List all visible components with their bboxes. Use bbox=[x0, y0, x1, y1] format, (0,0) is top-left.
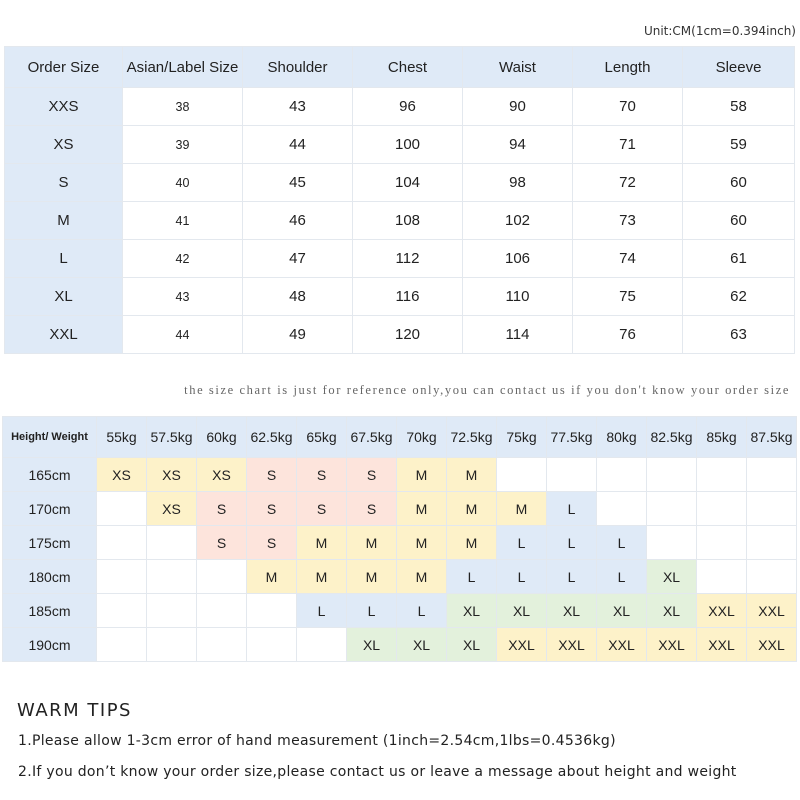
size-cell: XXL bbox=[747, 594, 797, 628]
size-cell: S bbox=[247, 492, 297, 526]
weight-header: 57.5kg bbox=[147, 417, 197, 458]
size-cell: S bbox=[297, 492, 347, 526]
measurement-cell: 76 bbox=[573, 316, 683, 354]
weight-header: 72.5kg bbox=[447, 417, 497, 458]
size-cell bbox=[747, 526, 797, 560]
measurement-cell: 63 bbox=[683, 316, 795, 354]
measurement-cell: 41 bbox=[123, 202, 243, 240]
size-cell bbox=[197, 594, 247, 628]
measurement-cell: 90 bbox=[463, 88, 573, 126]
measurement-cell: 58 bbox=[683, 88, 795, 126]
size-cell bbox=[547, 458, 597, 492]
order-size-cell: XXL bbox=[5, 316, 123, 354]
size-cell: L bbox=[397, 594, 447, 628]
size-cell bbox=[747, 492, 797, 526]
size-cell bbox=[647, 526, 697, 560]
tip-item: 2.If you don’t know your order size,please contact us or leave a message about height and weight bbox=[18, 764, 737, 780]
measurement-cell: 48 bbox=[243, 278, 353, 316]
table-row bbox=[5, 316, 795, 354]
height-weight-corner: Height/ Weight bbox=[3, 417, 97, 458]
size-cell: XXL bbox=[597, 628, 647, 662]
order-size-cell: XXS bbox=[5, 88, 123, 126]
column-header: Shoulder bbox=[243, 47, 353, 88]
size-cell bbox=[197, 560, 247, 594]
size-cell: L bbox=[597, 526, 647, 560]
measurement-cell: 43 bbox=[123, 278, 243, 316]
size-cell bbox=[97, 526, 147, 560]
size-cell: XL bbox=[597, 594, 647, 628]
table-row bbox=[3, 560, 797, 594]
size-cell bbox=[697, 526, 747, 560]
size-cell bbox=[97, 492, 147, 526]
size-cell: XL bbox=[447, 594, 497, 628]
measurement-cell: 44 bbox=[123, 316, 243, 354]
size-cell bbox=[247, 594, 297, 628]
weight-header: 60kg bbox=[197, 417, 247, 458]
weight-header: 65kg bbox=[297, 417, 347, 458]
measurement-cell: 60 bbox=[683, 202, 795, 240]
size-cell: XXL bbox=[697, 628, 747, 662]
measurement-cell: 61 bbox=[683, 240, 795, 278]
column-header: Chest bbox=[353, 47, 463, 88]
size-cell bbox=[147, 526, 197, 560]
size-cell bbox=[697, 458, 747, 492]
height-cell: 185cm bbox=[3, 594, 97, 628]
height-cell: 170cm bbox=[3, 492, 97, 526]
size-cell: L bbox=[497, 526, 547, 560]
size-cell bbox=[697, 492, 747, 526]
table-row bbox=[5, 240, 795, 278]
measurement-cell: 46 bbox=[243, 202, 353, 240]
size-cell: XL bbox=[497, 594, 547, 628]
size-cell bbox=[197, 628, 247, 662]
size-cell bbox=[97, 560, 147, 594]
size-cell bbox=[147, 560, 197, 594]
size-cell: XL bbox=[447, 628, 497, 662]
measurement-cell: 98 bbox=[463, 164, 573, 202]
column-header: Order Size bbox=[5, 47, 123, 88]
size-cell bbox=[647, 458, 697, 492]
measurement-cell: 75 bbox=[573, 278, 683, 316]
order-size-cell: S bbox=[5, 164, 123, 202]
height-cell: 180cm bbox=[3, 560, 97, 594]
size-cell bbox=[747, 560, 797, 594]
size-cell: M bbox=[397, 458, 447, 492]
size-cell: S bbox=[197, 526, 247, 560]
measurement-cell: 40 bbox=[123, 164, 243, 202]
warm-tips-title: WARM TIPS bbox=[17, 700, 132, 721]
size-cell: M bbox=[447, 526, 497, 560]
size-cell: M bbox=[397, 492, 447, 526]
size-cell: S bbox=[247, 458, 297, 492]
table-row bbox=[3, 458, 797, 492]
size-cell: XL bbox=[397, 628, 447, 662]
measurement-cell: 42 bbox=[123, 240, 243, 278]
weight-header: 55kg bbox=[97, 417, 147, 458]
size-cell: XS bbox=[147, 458, 197, 492]
weight-header: 75kg bbox=[497, 417, 547, 458]
size-cell: XS bbox=[147, 492, 197, 526]
size-cell: XL bbox=[647, 560, 697, 594]
size-cell: XL bbox=[647, 594, 697, 628]
order-size-cell: L bbox=[5, 240, 123, 278]
size-cell: L bbox=[547, 560, 597, 594]
height-cell: 190cm bbox=[3, 628, 97, 662]
size-cell: XL bbox=[547, 594, 597, 628]
size-cell bbox=[147, 628, 197, 662]
size-cell: L bbox=[547, 526, 597, 560]
size-cell: S bbox=[347, 458, 397, 492]
size-cell: S bbox=[347, 492, 397, 526]
table-row bbox=[5, 202, 795, 240]
size-cell: L bbox=[447, 560, 497, 594]
measurement-cell: 72 bbox=[573, 164, 683, 202]
table-row bbox=[3, 594, 797, 628]
measurement-cell: 73 bbox=[573, 202, 683, 240]
table-row bbox=[3, 526, 797, 560]
order-size-cell: M bbox=[5, 202, 123, 240]
weight-header: 87.5kg bbox=[747, 417, 797, 458]
hw-table-header-row bbox=[3, 417, 797, 458]
size-cell bbox=[247, 628, 297, 662]
measurement-cell: 100 bbox=[353, 126, 463, 164]
size-cell bbox=[597, 492, 647, 526]
table-row bbox=[3, 492, 797, 526]
size-cell: XXL bbox=[697, 594, 747, 628]
size-cell bbox=[747, 458, 797, 492]
size-cell: S bbox=[247, 526, 297, 560]
column-header: Sleeve bbox=[683, 47, 795, 88]
size-cell bbox=[97, 594, 147, 628]
size-cell bbox=[297, 628, 347, 662]
table-row bbox=[5, 88, 795, 126]
size-cell bbox=[97, 628, 147, 662]
height-cell: 165cm bbox=[3, 458, 97, 492]
measurement-cell: 110 bbox=[463, 278, 573, 316]
size-table-header-row bbox=[5, 47, 795, 88]
measurement-cell: 112 bbox=[353, 240, 463, 278]
measurement-cell: 94 bbox=[463, 126, 573, 164]
size-cell: L bbox=[497, 560, 547, 594]
size-cell: M bbox=[297, 526, 347, 560]
measurement-cell: 106 bbox=[463, 240, 573, 278]
weight-header: 62.5kg bbox=[247, 417, 297, 458]
unit-note: Unit:CM(1cm=0.394inch) bbox=[643, 24, 796, 38]
size-cell: XXL bbox=[497, 628, 547, 662]
measurement-cell: 96 bbox=[353, 88, 463, 126]
height-cell: 175cm bbox=[3, 526, 97, 560]
size-cell: XS bbox=[197, 458, 247, 492]
size-cell bbox=[597, 458, 647, 492]
height-weight-table bbox=[2, 416, 797, 662]
measurement-cell: 38 bbox=[123, 88, 243, 126]
size-cell: L bbox=[297, 594, 347, 628]
measurement-cell: 70 bbox=[573, 88, 683, 126]
measurement-cell: 49 bbox=[243, 316, 353, 354]
weight-header: 82.5kg bbox=[647, 417, 697, 458]
reference-note: the size chart is just for reference only,you can contact us if you don't know your order size bbox=[184, 383, 790, 397]
weight-header: 70kg bbox=[397, 417, 447, 458]
size-cell bbox=[497, 458, 547, 492]
measurement-cell: 74 bbox=[573, 240, 683, 278]
size-cell: M bbox=[347, 560, 397, 594]
size-cell: M bbox=[397, 526, 447, 560]
measurement-cell: 45 bbox=[243, 164, 353, 202]
column-header: Length bbox=[573, 47, 683, 88]
size-cell: S bbox=[197, 492, 247, 526]
size-cell: M bbox=[297, 560, 347, 594]
size-cell: XS bbox=[97, 458, 147, 492]
size-cell bbox=[647, 492, 697, 526]
measurement-cell: 114 bbox=[463, 316, 573, 354]
measurement-cell: 43 bbox=[243, 88, 353, 126]
size-cell: XXL bbox=[647, 628, 697, 662]
measurement-cell: 59 bbox=[683, 126, 795, 164]
table-row bbox=[5, 278, 795, 316]
measurement-cell: 102 bbox=[463, 202, 573, 240]
size-cell: M bbox=[447, 458, 497, 492]
weight-header: 77.5kg bbox=[547, 417, 597, 458]
size-cell: XXL bbox=[747, 628, 797, 662]
weight-header: 85kg bbox=[697, 417, 747, 458]
measurement-cell: 62 bbox=[683, 278, 795, 316]
measurement-cell: 120 bbox=[353, 316, 463, 354]
measurement-cell: 71 bbox=[573, 126, 683, 164]
size-cell: L bbox=[597, 560, 647, 594]
weight-header: 67.5kg bbox=[347, 417, 397, 458]
table-row bbox=[5, 126, 795, 164]
measurement-cell: 39 bbox=[123, 126, 243, 164]
column-header: Asian/Label Size bbox=[123, 47, 243, 88]
size-cell: M bbox=[497, 492, 547, 526]
size-cell: M bbox=[397, 560, 447, 594]
measurement-cell: 116 bbox=[353, 278, 463, 316]
measurement-cell: 60 bbox=[683, 164, 795, 202]
size-cell: M bbox=[247, 560, 297, 594]
weight-header: 80kg bbox=[597, 417, 647, 458]
table-row bbox=[3, 628, 797, 662]
table-row bbox=[5, 164, 795, 202]
order-size-cell: XS bbox=[5, 126, 123, 164]
size-cell: S bbox=[297, 458, 347, 492]
size-cell bbox=[147, 594, 197, 628]
order-size-cell: XL bbox=[5, 278, 123, 316]
measurement-cell: 108 bbox=[353, 202, 463, 240]
measurement-cell: 47 bbox=[243, 240, 353, 278]
size-cell: XL bbox=[347, 628, 397, 662]
measurement-cell: 44 bbox=[243, 126, 353, 164]
size-cell bbox=[697, 560, 747, 594]
size-cell: M bbox=[447, 492, 497, 526]
size-cell: XXL bbox=[547, 628, 597, 662]
size-cell: M bbox=[347, 526, 397, 560]
size-cell: L bbox=[347, 594, 397, 628]
size-cell: L bbox=[547, 492, 597, 526]
column-header: Waist bbox=[463, 47, 573, 88]
tip-item: 1.Please allow 1-3cm error of hand measurement (1inch=2.54cm,1lbs=0.4536kg) bbox=[18, 733, 616, 749]
size-chart-table bbox=[4, 46, 795, 354]
measurement-cell: 104 bbox=[353, 164, 463, 202]
